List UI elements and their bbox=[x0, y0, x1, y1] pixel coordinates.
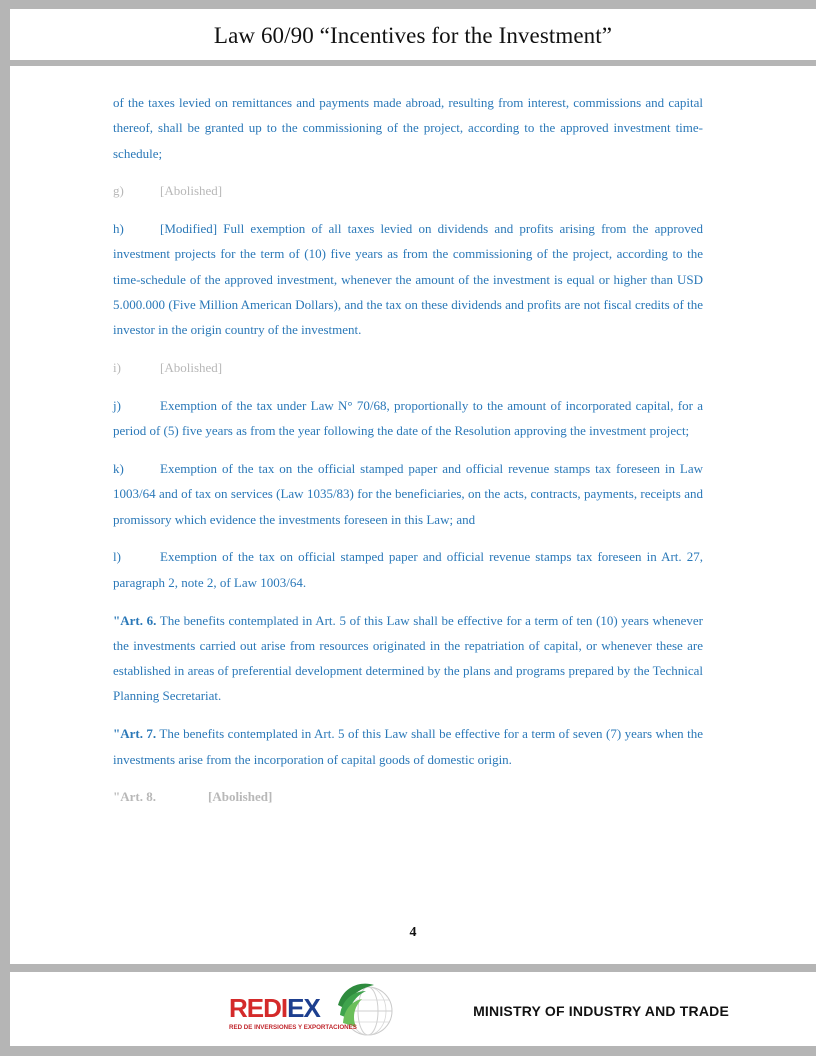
ministry-label: MINISTRY OF INDUSTRY AND TRADE bbox=[473, 1003, 729, 1019]
paragraph-label: k) bbox=[113, 461, 124, 477]
paragraph-text: [Abolished] bbox=[160, 360, 223, 376]
article-label: "Art. 6. bbox=[113, 612, 157, 628]
paragraph-continuation bbox=[113, 90, 703, 166]
document-body bbox=[113, 90, 703, 822]
paragraph-text: Exemption of the tax on the official stamped paper and official revenue stamps tax foreseen in Law 1003/64 and of tax on services (Law 1035/83) for the beneficiaries, on the acts, contracts, payments, receipts and promissory which evidence the investments foreseen in this Law; and bbox=[113, 461, 703, 527]
paragraph-k bbox=[113, 456, 703, 532]
rediex-logo bbox=[220, 978, 400, 1040]
paragraph-h bbox=[113, 216, 703, 342]
footer-bar bbox=[10, 972, 816, 1046]
header-bar bbox=[10, 9, 816, 60]
paragraph-text: [Modified] Full exemption of all taxes levied on dividends and profits arising from the approved investment projects for the term of (10) five years as from the commissioning of the project, according to the time-schedule of the approved investment, whenever the amount of the investment is equal or higher than USD 5.000.000 (Five Million American Dollars), and the tax on these dividends and profits are not fiscal credits of the investor in the origin country of the investment. bbox=[113, 221, 703, 338]
paragraph-text: Exemption of the tax under Law N° 70/68, proportionally to the amount of incorporated capital, for a period of (5) five years as from the year following the date of the Resolution approving the investment project; bbox=[113, 397, 703, 439]
article-6 bbox=[113, 608, 703, 709]
paragraph-label: j) bbox=[113, 397, 121, 413]
paragraph-text: of the taxes levied on remittances and payments made abroad, resulting from interest, commissions and capital thereof, shall be granted up to the commissioning of the project, according to the approved investment time-schedule; bbox=[113, 95, 703, 161]
paragraph-i bbox=[113, 355, 703, 380]
paragraph-label: i) bbox=[113, 360, 121, 376]
paragraph-text: [Abolished] bbox=[160, 183, 223, 199]
page-number: 4 bbox=[409, 925, 417, 940]
article-text: The benefits contemplated in Art. 5 of this Law shall be effective for a term of ten (10) years whenever the investments carried out arise from resources originated in the repatriation of capital, or whenever these are established in areas of preferential development determined by the plans and programs prepared by the Technical Planning Secretariat. bbox=[113, 612, 703, 704]
logo-wordmark: REDIEX bbox=[229, 993, 320, 1023]
paragraph-text: Exemption of the tax on official stamped paper and official revenue stamps tax foreseen in Art. 27, paragraph 2, note 2, of Law 1003/64. bbox=[113, 549, 703, 590]
article-label: "Art. 7. bbox=[113, 726, 157, 742]
paragraph-g bbox=[113, 178, 703, 203]
article-8 bbox=[113, 784, 703, 809]
paragraph-label: l) bbox=[113, 549, 121, 565]
paragraph-l bbox=[113, 544, 703, 595]
paragraph-j bbox=[113, 393, 703, 444]
paragraph-label: g) bbox=[113, 183, 124, 199]
document-page bbox=[10, 66, 816, 964]
page-title: Law 60/90 “Incentives for the Investment” bbox=[213, 22, 613, 48]
logo-tagline: RED DE INVERSIONES Y EXPORTACIONES bbox=[229, 1024, 357, 1031]
paragraph-label: h) bbox=[113, 221, 124, 237]
article-text: [Abolished] bbox=[208, 789, 273, 805]
article-text: The benefits contemplated in Art. 5 of this Law shall be effective for a term of seven (7) years when the investments arise from the incorporation of capital goods of domestic origin. bbox=[113, 726, 703, 767]
article-label: "Art. 8. bbox=[113, 789, 156, 805]
article-7 bbox=[113, 721, 703, 772]
